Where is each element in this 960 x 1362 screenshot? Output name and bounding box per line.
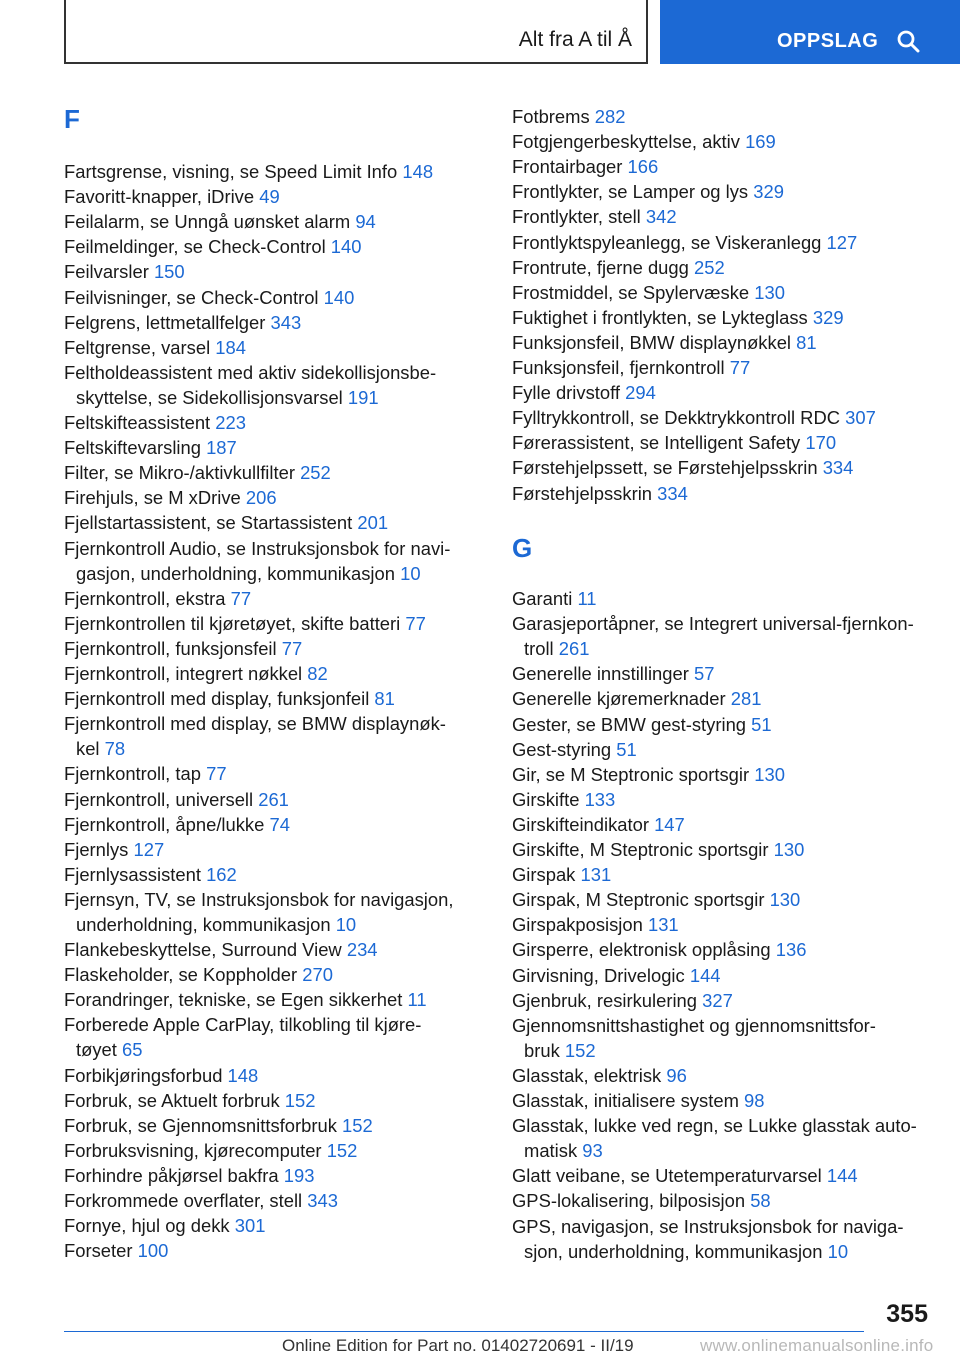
page-link[interactable]: 10: [335, 913, 357, 935]
page-link[interactable]: 131: [580, 864, 612, 886]
page-link[interactable]: 193: [283, 1165, 315, 1186]
index-entry: [64, 510, 388, 535]
page-link[interactable]: 329: [753, 181, 784, 203]
entry-continuation-text: underholdning, kommunikasjon: [76, 913, 331, 935]
index-entry: [512, 887, 800, 912]
index-entry: [64, 1238, 168, 1263]
page-link[interactable]: 223: [215, 412, 246, 433]
entry-text: Fjernkontroll, universell: [64, 788, 254, 810]
page-link[interactable]: 74: [269, 813, 290, 835]
entry-text: GPS-lokalisering, bilposisjon: [512, 1190, 746, 1212]
entry-text: Forbikjøringsforbud: [64, 1064, 223, 1086]
page-link[interactable]: 147: [654, 813, 685, 835]
entry-text: Funksjonsfeil, BMW displaynøkkel: [512, 331, 792, 353]
index-entry: [512, 204, 677, 229]
index-entry: [512, 430, 836, 455]
page-link[interactable]: 130: [754, 281, 785, 303]
entry-text: Fjernkontrollen til kjøretøyet, skifte batteri: [64, 612, 401, 634]
index-entry: [512, 686, 761, 711]
entry-text: Fjernkontroll, funksjonsfeil: [64, 637, 277, 659]
entry-text: GPS, navigasjon, se Instruksjonsbok for naviga-: [512, 1215, 904, 1237]
page-link[interactable]: 191: [347, 386, 379, 408]
index-entry: [512, 179, 784, 204]
entry-text: Forkrommede overflater, stell: [64, 1190, 303, 1212]
page-link[interactable]: 11: [407, 989, 427, 1011]
page-link[interactable]: 77: [281, 637, 303, 659]
entry-text: Flaskeholder, se Koppholder: [64, 964, 298, 986]
entry-text: Feilvisninger, se Check-Control: [64, 286, 319, 308]
index-entry: [64, 962, 333, 987]
page-link[interactable]: 144: [826, 1165, 858, 1187]
index-entry: [64, 1138, 357, 1163]
entry-continuation-text: sjon, underholdning, kommunikasjon: [524, 1240, 823, 1262]
index-entry: [512, 355, 750, 380]
entry-text: Frontlykter, stell: [512, 206, 641, 228]
page-link[interactable]: 169: [745, 131, 776, 153]
page-link[interactable]: 96: [666, 1064, 687, 1086]
entry-text: Frontairbager: [512, 156, 623, 178]
page-link[interactable]: 329: [812, 306, 844, 328]
entry-text: Glatt veibane, se Utetemperaturvarsel: [512, 1165, 822, 1187]
index-entry: [64, 1012, 421, 1062]
index-entry: [512, 481, 688, 506]
entry-text: Forbruksvisning, kjørecomputer: [64, 1139, 322, 1161]
index-entry: [64, 1088, 315, 1113]
index-entry: [512, 661, 714, 686]
page-link[interactable]: 343: [307, 1190, 338, 1212]
page-link[interactable]: 282: [594, 106, 626, 127]
index-entry: [64, 285, 354, 310]
index-entry: [64, 887, 453, 937]
page-link[interactable]: 77: [230, 587, 252, 609]
entry-text: Feltholdeassistent med aktiv sidekollisjonsbe-: [64, 361, 437, 383]
page-link[interactable]: 184: [215, 336, 246, 358]
entry-text: Fjernkontroll, tap: [64, 763, 201, 785]
oppslag-label: OPPSLAG: [777, 30, 879, 52]
index-entry: [512, 762, 785, 787]
index-entry: [64, 1163, 314, 1188]
page-link[interactable]: 57: [693, 663, 715, 685]
page-link[interactable]: 342: [645, 206, 677, 228]
entry-text: Girsperre, elektronisk opplåsing: [512, 939, 771, 961]
index-entry: [512, 230, 857, 255]
page-link[interactable]: 58: [750, 1190, 771, 1212]
entry-text: Fjernkontroll, åpne/lukke: [64, 813, 265, 835]
page-link[interactable]: 131: [647, 914, 679, 936]
entry-text: Filter, se Mikro-/aktivkullfilter: [64, 462, 295, 484]
entry-text: Felgrens, lettmetallfelger: [64, 311, 266, 333]
entry-continuation: [64, 385, 436, 410]
page-link[interactable]: 152: [284, 1089, 316, 1111]
entry-text: Fjernkontroll med display, funksjonfeil: [64, 688, 370, 710]
entry-continuation: [512, 1239, 904, 1264]
entry-text: Fylltrykkontroll, se Dekktrykkontroll RDC: [512, 407, 841, 429]
index-entry: [512, 963, 721, 988]
index-entry: [64, 761, 227, 786]
index-entry: [512, 154, 658, 179]
page-link[interactable]: 166: [627, 156, 659, 178]
entry-continuation-text: skyttelse, se Sidekollisjonsvarsel: [76, 386, 343, 408]
page-link[interactable]: 252: [693, 256, 725, 278]
entry-text: Glasstak, lukke ved regn, se Lukke glasstak auto-: [512, 1115, 917, 1137]
page-link[interactable]: 234: [346, 939, 378, 961]
entry-continuation-text: bruk: [524, 1039, 560, 1061]
index-entry: [512, 455, 853, 480]
entry-text: Favoritt-knapper, iDrive: [64, 186, 255, 208]
page-link[interactable]: 150: [153, 261, 185, 283]
index-entry: [512, 255, 725, 280]
page-link[interactable]: 343: [270, 311, 302, 333]
entry-text: Girskifteindikator: [512, 813, 649, 835]
index-entry: [512, 129, 776, 154]
index-entry: [64, 335, 246, 360]
index-entry: [64, 586, 251, 611]
entry-text: Girspakposisjon: [512, 914, 643, 936]
page-link[interactable]: 327: [702, 989, 733, 1011]
entry-text: Girspak, M Steptronic sportsgir: [512, 889, 765, 911]
entry-continuation: [64, 912, 453, 937]
index-entry: [512, 1214, 904, 1264]
entry-text: Forandringer, tekniske, se Egen sikkerhet: [64, 989, 403, 1011]
index-entry: [64, 209, 376, 234]
index-entry: [64, 360, 436, 410]
page-link[interactable]: 51: [751, 713, 772, 735]
index-entry: [64, 259, 185, 284]
index-entry: [512, 280, 785, 305]
page-link[interactable]: 261: [258, 788, 289, 810]
entry-text: Fotbrems: [512, 106, 590, 127]
entry-text: Fornye, hjul og dekk: [64, 1215, 230, 1237]
index-entry: [64, 711, 446, 761]
entry-text: Generelle innstillinger: [512, 663, 689, 685]
page-link[interactable]: 11: [577, 588, 597, 609]
entry-text: Feltskifteassistent: [64, 412, 211, 433]
index-entry: [512, 330, 817, 355]
entry-text: Fjernlys: [64, 838, 129, 860]
page-link[interactable]: 94: [355, 211, 376, 233]
oppslag-tab[interactable]: [660, 0, 960, 64]
index-entry: [64, 159, 433, 184]
index-entry: [512, 862, 611, 887]
section-letter-f: F: [64, 104, 80, 134]
page-link[interactable]: 201: [357, 512, 389, 534]
index-entry: [64, 937, 378, 962]
entry-text: Feltskiftevarsling: [64, 437, 201, 459]
entry-text: Girskifte, M Steptronic sportsgir: [512, 839, 769, 860]
index-entry: [512, 812, 685, 837]
entry-text: Garanti: [512, 588, 573, 609]
index-entry: [512, 1013, 876, 1063]
index-entry: [512, 912, 679, 937]
index-entry: [512, 837, 804, 862]
page-link[interactable]: 144: [689, 964, 721, 986]
page-link[interactable]: 130: [773, 839, 805, 860]
page-link[interactable]: 49: [259, 186, 280, 208]
entry-text: Forbruk, se Aktuelt forbruk: [64, 1089, 280, 1111]
page-link[interactable]: 270: [302, 964, 333, 986]
page-link[interactable]: 77: [405, 612, 426, 634]
entry-text: Fjernkontroll, ekstra: [64, 587, 226, 609]
entry-text: Funksjonsfeil, fjernkontroll: [512, 357, 725, 378]
entry-text: Feilalarm, se Unngå uønsket alarm: [64, 211, 351, 233]
index-entry: [512, 1063, 687, 1088]
index-entry: [64, 1213, 265, 1238]
index-entry: [64, 812, 290, 837]
index-entry: [64, 410, 246, 435]
index-entry: [512, 712, 772, 737]
page-link[interactable]: 82: [307, 663, 328, 684]
index-entry: [64, 636, 302, 661]
page-link[interactable]: 51: [616, 738, 637, 760]
entry-text: Gjenbruk, resirkulering: [512, 989, 698, 1011]
page-link[interactable]: 334: [822, 457, 854, 479]
entry-text: Feilvarsler: [64, 261, 149, 283]
entry-text: Frontrute, fjerne dugg: [512, 256, 689, 278]
index-entry: [512, 586, 597, 611]
entry-text: Forseter: [64, 1240, 133, 1262]
entry-text: Feilmeldinger, se Check-Control: [64, 236, 326, 258]
entry-text: Førstehjelpssett, se Førstehjelpsskrin: [512, 457, 818, 479]
page-number: 355: [886, 1300, 928, 1328]
page-link[interactable]: 281: [730, 688, 762, 710]
index-entry: [64, 435, 237, 460]
entry-text: Forbruk, se Gjennomsnittsforbruk: [64, 1114, 337, 1136]
index-entry: [512, 104, 625, 129]
page-link[interactable]: 10: [827, 1240, 849, 1262]
index-entry: [512, 380, 656, 405]
entry-text: Girskifte: [512, 788, 580, 810]
index-entry: [512, 305, 844, 330]
page-link[interactable]: 127: [826, 231, 858, 253]
page-link[interactable]: 170: [805, 432, 837, 454]
entry-continuation: [64, 561, 450, 586]
page-link[interactable]: 10: [400, 562, 421, 584]
page-link[interactable]: 78: [104, 738, 126, 760]
page-link[interactable]: 130: [769, 889, 801, 911]
entry-text: Garasjeportåpner, se Integrert universal-fjernkon-: [512, 613, 914, 635]
index-entry: [64, 661, 328, 686]
entry-continuation-text: gasjon, underholdning, kommunikasjon: [76, 562, 395, 584]
index-entry: [64, 184, 280, 209]
entry-text: Fjellstartassistent, se Startassistent: [64, 512, 353, 534]
entry-text: Førstehjelpsskrin: [512, 482, 653, 504]
index-entry: [64, 862, 237, 887]
entry-continuation-text: matisk: [524, 1140, 578, 1162]
entry-continuation-text: troll: [524, 638, 554, 660]
entry-text: Førerassistent, se Intelligent Safety: [512, 432, 801, 454]
index-entry: [512, 737, 637, 762]
entry-text: Girvisning, Drivelogic: [512, 964, 685, 986]
watermark: www.onlinemanualsonline.info: [700, 1336, 934, 1355]
page-link[interactable]: 133: [584, 788, 616, 810]
entry-text: Gest-styring: [512, 738, 612, 760]
index-entry: [512, 787, 615, 812]
index-entry: [512, 611, 914, 661]
entry-text: Gir, se M Steptronic sportsgir: [512, 763, 750, 785]
index-entry: [64, 1063, 258, 1088]
entry-continuation: [512, 1138, 917, 1163]
index-entry: [512, 937, 806, 962]
index-entry: [64, 536, 450, 586]
entry-text: Fjernkontroll Audio, se Instruksjonsbok for navi-: [64, 537, 451, 559]
index-entry: [64, 1113, 373, 1138]
entry-text: Fjernsyn, TV, se Instruksjonsbok for navigasjon,: [64, 888, 454, 910]
section-title: Alt fra A til Å: [518, 28, 632, 51]
page-link[interactable]: 98: [744, 1090, 765, 1111]
entry-text: Girspak: [512, 864, 576, 886]
page-link[interactable]: 152: [342, 1114, 373, 1136]
index-entry: [512, 1188, 771, 1213]
entry-text: Forhindre påkjørsel bakfra: [64, 1165, 279, 1186]
page-link[interactable]: 334: [657, 482, 688, 504]
page-link[interactable]: 162: [206, 863, 237, 885]
page-link[interactable]: 65: [122, 1039, 143, 1061]
entry-continuation-text: kel: [76, 738, 100, 760]
page-link[interactable]: 93: [582, 1140, 603, 1162]
entry-text: Fotgjengerbeskyttelse, aktiv: [512, 131, 740, 153]
page-link[interactable]: 130: [754, 763, 785, 785]
footer-divider: [64, 1331, 864, 1332]
index-entry: [64, 686, 395, 711]
entry-text: Fuktighet i frontlykten, se Lykteglass: [512, 306, 808, 328]
index-entry: [64, 485, 277, 510]
page-link[interactable]: 301: [234, 1215, 266, 1237]
index-entry: [64, 234, 361, 259]
entry-text: Feltgrense, varsel: [64, 336, 211, 358]
entry-text: Fjernlysassistent: [64, 863, 201, 885]
page-link[interactable]: 100: [137, 1240, 169, 1262]
entry-continuation: [64, 736, 446, 761]
entry-continuation-text: tøyet: [76, 1039, 117, 1061]
search-icon: [896, 29, 920, 53]
page-link[interactable]: 140: [330, 236, 362, 258]
index-entry: [512, 988, 733, 1013]
index-entry: [512, 1113, 917, 1163]
footer-edition: Online Edition for Part no. 01402720691 - II/19: [282, 1336, 634, 1355]
index-entry: [64, 611, 426, 636]
index-entry: [64, 460, 331, 485]
entry-continuation: [64, 1037, 421, 1062]
section-letter-g: G: [512, 533, 533, 563]
page-link[interactable]: 136: [775, 939, 807, 961]
entry-text: Fylle drivstoff: [512, 382, 620, 404]
entry-text: Frontlykter, se Lamper og lys: [512, 181, 749, 203]
entry-text: Glasstak, initialisere system: [512, 1090, 739, 1111]
index-entry: [512, 1163, 858, 1188]
page-link[interactable]: 294: [625, 382, 656, 404]
index-entry: [512, 405, 876, 430]
index-entry: [64, 787, 289, 812]
entry-text: Flankebeskyttelse, Surround View: [64, 939, 342, 961]
page-link[interactable]: 261: [558, 638, 590, 660]
entry-continuation: [512, 1038, 876, 1063]
page-link[interactable]: 152: [564, 1039, 596, 1061]
entry-text: Fartsgrense, visning, se Speed Limit Info: [64, 161, 398, 182]
page-link[interactable]: 148: [402, 161, 434, 182]
page-link[interactable]: 307: [845, 407, 876, 429]
header-box: [64, 0, 648, 64]
page-link[interactable]: 206: [245, 487, 277, 509]
page-link[interactable]: 187: [206, 437, 237, 459]
index-entry: [64, 1188, 338, 1213]
entry-text: Fjernkontroll, integrert nøkkel: [64, 663, 303, 684]
entry-text: Gester, se BMW gest-styring: [512, 713, 747, 735]
index-entry: [64, 837, 164, 862]
page-link[interactable]: 77: [729, 357, 751, 378]
entry-text: Gjennomsnittshastighet og gjennomsnittsfor-: [512, 1014, 876, 1036]
entry-text: Generelle kjøremerknader: [512, 688, 726, 710]
entry-text: Firehjuls, se M xDrive: [64, 487, 241, 509]
index-entry: [64, 987, 427, 1012]
entry-text: Forberede Apple CarPlay, tilkobling til kjøre-: [64, 1014, 422, 1036]
page-link[interactable]: 127: [133, 838, 165, 860]
page-link[interactable]: 140: [323, 286, 355, 308]
page-link[interactable]: 77: [206, 763, 227, 785]
entry-text: Frostmiddel, se Spylervæske: [512, 281, 750, 303]
entry-text: Glasstak, elektrisk: [512, 1064, 662, 1086]
index-entry: [64, 310, 301, 335]
page-link[interactable]: 152: [326, 1139, 358, 1161]
page-link[interactable]: 252: [300, 462, 331, 484]
entry-text: Frontlyktspyleanlegg, se Viskeranlegg: [512, 231, 822, 253]
index-entry: [512, 1088, 764, 1113]
entry-text: Fjernkontroll med display, se BMW displaynøk-: [64, 713, 446, 735]
page-link[interactable]: 81: [374, 688, 395, 710]
entry-continuation: [512, 636, 914, 661]
page-link[interactable]: 148: [227, 1064, 259, 1086]
page-link[interactable]: 81: [796, 331, 817, 353]
